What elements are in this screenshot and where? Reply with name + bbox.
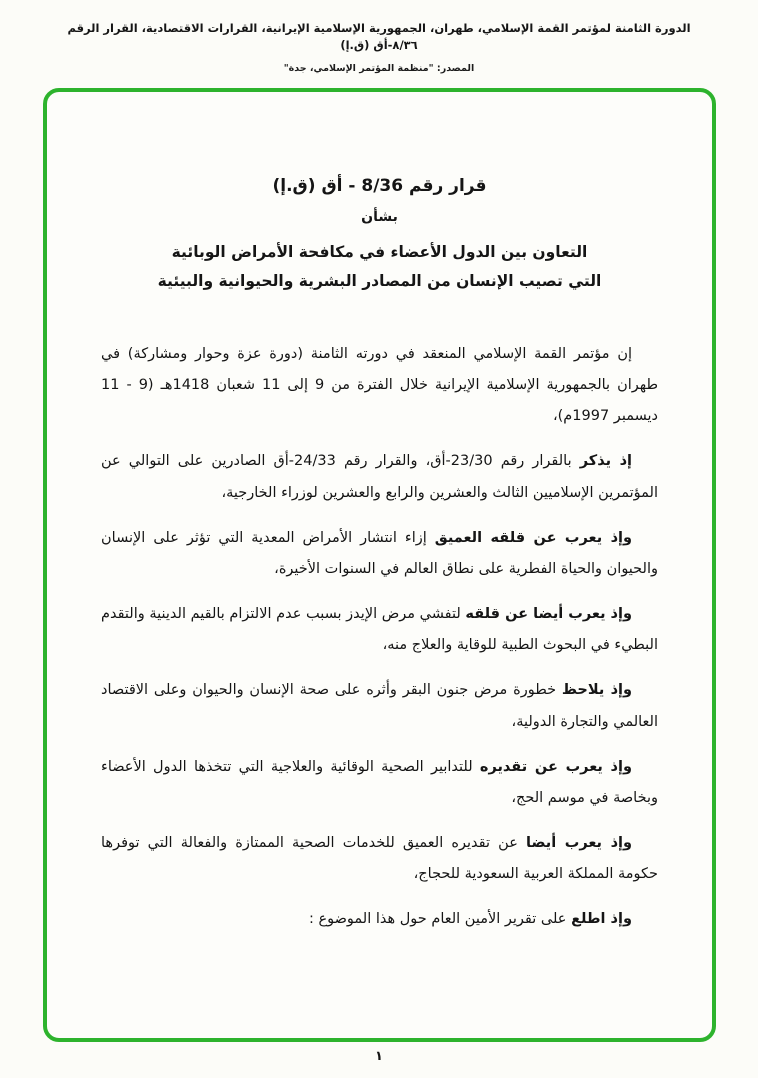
header-source-line: المصدر: "منظمة المؤتمر الإسلامي، جدة" (283, 62, 475, 74)
page-number: ١ (375, 1049, 383, 1064)
clause-paragraph (101, 599, 658, 661)
clause-paragraph (101, 675, 658, 737)
paragraph-lead: وإذ يعرب عن تقديره (479, 758, 632, 775)
paragraph-text: للتدابير الصحية الوقائية والعلاجية التي تتخذها الدول الأعضاء وبخاصة في موسم الحج، (101, 758, 658, 806)
paragraph-text: إزاء انتشار الأمراض المعدية التي تؤثر على الإنسان والحيوان والحياة الفطرية على نطاق العالم في السنوات الأخيرة، (101, 529, 658, 577)
clause-paragraph (101, 752, 658, 814)
subject-line-2: التي تصيب الإنسان من المصادر البشرية والحيوانية والبيئية (157, 272, 602, 291)
resolution-subtitle: بشأن (361, 209, 398, 225)
paragraph-lead: وإذ يعرب أيضا عن قلقه (465, 606, 632, 623)
paragraphs-section (101, 339, 658, 936)
paragraph-lead: وإذ يعرب أيضا (526, 835, 633, 852)
paragraph-text: خطورة مرض جنون البقر وأثره على صحة الإنسان والحيوان وعلى الاقتصاد العالمي والتجارة الدولية، (101, 682, 658, 730)
paragraph-lead: وإذ يلاحظ (561, 682, 632, 699)
subject-line-1: التعاون بين الدول الأعضاء في مكافحة الأمراض الوبائية (171, 243, 588, 261)
document-body (47, 92, 712, 936)
paragraph-lead: إذ يذكر (579, 453, 633, 470)
clause-paragraph (101, 828, 658, 890)
paragraph-text: عن تقديره العميق للخدمات الصحية الممتازة والفعالة التي توفرها حكومة المملكة العربية السعودية للحجاج، (101, 835, 658, 883)
paragraph-text: بالقرار رقم 23/30-أق، والقرار رقم 24/33-أق الصادرين على التوالي عن المؤتمرين الإسلاميين الثالث والعشرين والرابع والعشرين لوزراء الخارجية، (101, 453, 658, 501)
document-header (0, 20, 758, 74)
clause-paragraph (101, 446, 658, 508)
header-citation-line: الدورة الثامنة لمؤتمر القمة الإسلامي، طهران، الجمهورية الإسلامية الإيرانية، القرارات الاقتصادية، القرار الرقم ٨/٣٦-أق (ق.إ) (67, 21, 691, 53)
paragraph-lead: وإذ اطلع (571, 911, 632, 928)
preamble-paragraph (101, 339, 658, 433)
clause-paragraph (101, 904, 658, 935)
paragraph-text: إن مؤتمر القمة الإسلامي المنعقد في دورته الثامنة (دورة عزة وحوار ومشاركة) في طهران بالجمهورية الإسلامية الإيرانية خلال الفترة من 9 إلى 11 شعبان 1418هـ (9 - 11 ديسمبر 1997م)، (101, 345, 658, 425)
paragraph-text: على تقرير الأمين العام حول هذا الموضوع : (308, 911, 572, 928)
green-border-frame (43, 88, 716, 1042)
paragraph-lead: وإذ يعرب عن قلقه العميق (434, 529, 632, 546)
clause-paragraph (101, 523, 658, 585)
resolution-title: قرار رقم 8/36 - أق (ق.إ) (272, 176, 487, 196)
paragraph-text: لتفشي مرض الإيدز بسبب عدم الالتزام بالقيم الدينية والتقدم البطيء في البحوث الطبية للوقاية والعلاج منه، (101, 606, 658, 654)
